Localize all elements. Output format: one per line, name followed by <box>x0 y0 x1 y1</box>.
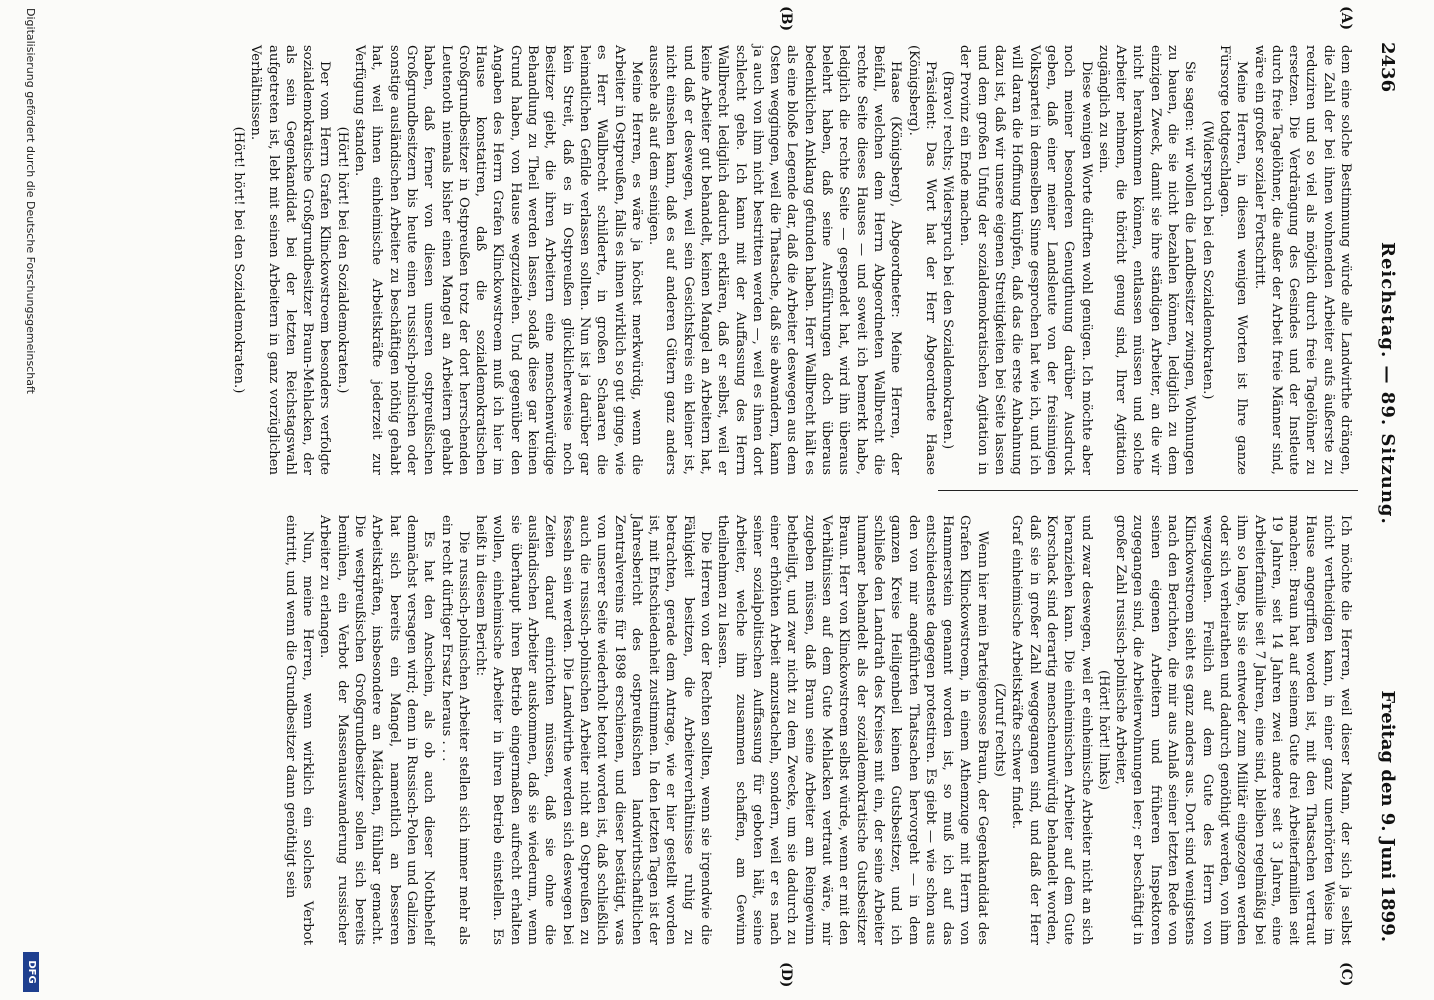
paragraph: Meine Herren, es wäre ja höchst merkwürdig, wenn die Arbeiter in Ostpreußen, falls es ihnen wirklich so gut ginge, wie es Herr Wallbrecht schilderte, in großen Schaaren die heimatlichen Gefilde verlassen sollten. Nun ist ja darüber gar kein Streit, daß es in Ostpreußen glücklicherweise noch Besitzer giebt, die ihren Arbeitern eine menschenwürdige Behandlung zu Theil werden lassen, sodaß diese gar keinen Grund haben, von Hause wegzuziehen. Und gegenüber den Angaben des Herrn Grafen Klinckowstroem muß ich hier im Hause konstatiren, daß die sozialdemokratischen Großgrundbesitzer in Ostpreußen trotz der dort herrschenden Leutenoth niemals bisher einen Mangel an Arbeitern gehabt haben, daß ferner von diesen unseren ostpreußischen Großgrundbesitzern bis heute einen russisch-polnischen oder sonstige ausländischen Arbeiter zu beschäftigen nöthig gehabt hat, weil ihnen einheimische Arbeitskräfte jederzeit zur Verfügung standen. <box>352 45 644 475</box>
paragraph: Meine Herren, in diesen wenigen Worten ist Ihre ganze Fürsorge todtgeschlagen. <box>1216 45 1250 475</box>
paragraph: Präsident: Das Wort hat der Herr Abgeordnete Haase (Königsberg). <box>905 45 938 475</box>
paragraph: Wenn hier mein Parteigenosse Braun, der Gegenkandidat des Grafen Klinckowstroem, in einem Athemzuge mit Herrn von Hammerstein genannt worden ist, so muß ich auf das entschiedenste dagegen protestiren. Es giebt — wie schon aus den von mir angeführten Thatsachen hervorgeht — in dem ganzen Kreise Heiligenbeil keinen Gutsbesitzer, und ich schließe den Landrath des Kreises mit ein, der seine Arbeiter humaner behandelt als der sozialdemokratische Gutsbesitzer Braun. Herr von Klinckowstroem selbst würde, wenn er mit den Verhältnissen auf dem Gute Mehlacken vertraut wäre, mir zugeben müssen, daß Braun seine Arbeiter am Reingewinn betheiligt, und zwar nicht zu dem Zwecke, um sie dadurch zu einer erhöhten Arbeit anzustacheln, sondern, weil er es nach seiner sozialpolitischen Auffassung für geboten hält, seine Arbeiter, welche ihm zusammen schaffen, am Gewinn theilnehmen zu lassen. <box>715 515 990 945</box>
paragraph: (Hört! hört! links) <box>1095 669 1111 791</box>
paragraph: (Hört! hört! bei den Sozialdemokraten.) <box>231 126 246 394</box>
page-footer <box>19 0 39 1000</box>
paragraph: Die russisch-polnischen Arbeiter stellen sich immer mehr als ein recht dürftiger Ersatz heraus . . . <box>438 515 471 945</box>
page-number: 2436 <box>1377 42 1398 93</box>
digitization-credit: Digitalisierung gefördert durch die Deutsche Forschungsgemeinschaft <box>24 8 37 394</box>
paragraph: Der vom Herrn Grafen Klinckowstroem besonders verfolgte sozialdemokratische Großgrundbesitzer Braun-Mehlacken, der als sein Gegenkandidat bei der letzten Reichstagswahl aufgetreten ist, lebt mit seinen Arbeitern in ganz vorzüglichen Verhältnissen. <box>248 45 333 475</box>
paragraph: Es hat den Anschein, als ob auch dieser Nothbehelf demnächst versagen wird; denn in Russisch-Polen und Galizien hat sich bereits ein Mangel, namentlich an besseren Arbeitskräften, insbesondere an Mädchen, fühlbar gemacht. Die westpreußischen Großgrundbesitzer sollen sich bereits bemühen, ein Verbot der Massenauswanderung russischer Arbeiter zu erlangen. <box>317 515 437 945</box>
margin-mark-d: (D) <box>778 962 794 988</box>
paragraph: Sie sagen: wir wollen die Landbesitzer zwingen, Wohnungen zu bauen, die sie nicht bezahlen können, lediglich zu dem einzigen Zweck, damit sie ihre ständigen Arbeiter, an die wir nicht herankommen können, entlassen müssen und solche Arbeiter nehmen, die thöricht genug sind, Ihrer Agitation zugänglich zu sein. <box>1095 45 1198 475</box>
page-header <box>1366 42 1406 942</box>
paragraph: (Zuruf rechts) <box>992 683 1008 777</box>
paragraph: Ich möchte die Herren, weil dieser Mann, der sich ja selbst nicht vertheidigen kann, in einer ganz unerhörten Weise im Hause angegriffen worden ist, mit den Thatsachen vertraut machen: Braun hat auf seinem Gute drei Arbeiterfamilien seit 19 Jahren, seit 14 Jahren zwei andere seit 3 Jahren, eine Arbeiterfamilie seit 7 Jahren, eine sind, bleiben regelmäßig bei ihm so lange, bis sie entweder zum Militär eingezogen werden oder sich verheirathen und dadurch genöthigt werden, von ihm wegzugehen. Freilich auf dem Gute des Herrn von Klinckowstroem sieht es ganz anders aus. Dort sind wenigstens nach den Berichten, die mir aus Anlaß seiner letzten Rede von seinen eigenen Arbeitern und früheren Inspektoren zugegangen sind, die Arbeiterwohnungen leer; er beschäftigt in großer Zahl russisch-polnische Arbeiter, <box>1113 515 1353 945</box>
margin-mark-b: (B) <box>778 6 794 32</box>
paragraph: Nun, meine Herren, wenn wirklich ein solches Verbot eintritt, und wenn die Grundbesitzer dann genöthigt sein <box>282 515 316 945</box>
right-column <box>282 515 1354 945</box>
dfg-logo: DFG <box>23 952 39 992</box>
margin-mark-a: (A) <box>1338 6 1354 31</box>
page-title: Reichstag. — 89. Sitzung. <box>1377 242 1398 525</box>
paragraph: (Hört! hört! bei den Sozialdemokraten.) <box>334 126 350 394</box>
page-date: Freitag den 9. Juni 1899. <box>1377 690 1398 942</box>
paragraph: Diese wenigen Worte dürften wohl genügen. Ich möchte aber noch meiner besonderen Genugthuung darüber Ausdruck geben, daß einer meiner Landsleute von der freisinnigen Volkspartei in demselben Sinne gesprochen hat wie ich, und ich will daran die Hoffnung knüpfen, daß das die erste Anbahnung dazu ist, daß wir unsere eigenen Streitigkeiten bei Seite lassen und dem großen Unfug der sozialdemokratischen Agitation in der Provinz ein Ende machen. <box>957 45 1094 475</box>
paragraph: Die Herren von der Rechten sollten, wenn sie irgendwie die Fähigkeit besitzen, die Arbeiterverhältnisse ruhig zu betrachten, gerade dem Antrage, wie er hier gestellt worden ist, mit Entschiedenheit zustimmen. In den letzten Tagen ist der Jahresbericht des ostpreußischen landwirthschaftlichen Zentralvereins für 1898 erschienen, und dieser bestätigt, was von unserer Seite wiederholt betont worden ist, daß schließlich auch die russisch-polnischen Arbeiter nicht an Ostpreußen zu fesseln sein werden. Die Landwirthe werden sich deswegen bei Zeiten darauf einrichten müssen, daß sie ohne die ausländischen Arbeiter auskommen, daß sie wiederum, wenn sie überhaupt ihren Betrieb eingermaßen aufrecht erhalten wollen, einheimische Arbeiter in ihren Betrieb einstellen. Es heißt in diesem Bericht: <box>473 515 714 945</box>
paragraph: Haase (Königsberg), Abgeordneter: Meine Herren, der Beifall, welchen dem Herrn Abgeordneten Wallbrecht die rechte Seite dieses Hauses — und soweit ich bemerkt habe, lediglich die rechte Seite — gespendet hat, wird ihn überaus belehrt haben, daß seine Ausführungen doch überaus bedenklichen Anklang gefunden haben. Herr Wallbrecht hält es als eine bloße Legende dar, daß die Arbeiter deswegen aus dem Osten weggingen, weil die Thatsache, daß sie abwandern, kann ja auch von ihm nicht bestritten werden —, weil es ihnen dort schlecht gehe. Ich kann mit der Auffassung des Herrn Wallbrecht lediglich dadurch erklären, daß er selbst, weil er keine Arbeiter gut behandelt, keinen Mangel an Arbeitern hat, und daß er deswegen, weil sein Gesichtskreis ein kleiner ist, nicht einsehen kann, daß es auf anderen Gütern ganz anders aussehe als auf dem seinigen. <box>646 45 904 475</box>
paragraph: dem eine solche Bestimmung würde alle Landwirthe drängen, die Zahl der bei ihnen wohnenden Arbeiter aufs äußerste zu reduziren und so viel als möglich durch freie Tagelöhner zu ersetzen. Die Verdrängung des Gesindes und der Instleute durch freie Tagelöhner, die außer der Arbeit freie Männer sind, wäre ein großer sozialer Fortschritt. <box>1251 45 1353 475</box>
paragraph: (Widerspruch bei den Sozialdemokraten.) <box>1199 120 1215 400</box>
column-divider <box>938 490 1358 491</box>
paragraph: (Bravo! rechts; Widerspruch bei den Sozialdemokraten.) <box>940 70 956 450</box>
paragraph: und zwar deswegen, weil er einheimische Arbeiter nicht an sich heranziehen kann. Die einheimischen Arbeiter auf dem Gute Korschack sind derartig menschenunwürdig behandelt worden, daß sie in großer Zahl weggegangen sind, und daß der Herr Graf einheimische Arbeitskräfte schwer findet. <box>1009 515 1094 945</box>
margin-mark-c: (C) <box>1338 962 1354 987</box>
left-column <box>230 45 1354 475</box>
